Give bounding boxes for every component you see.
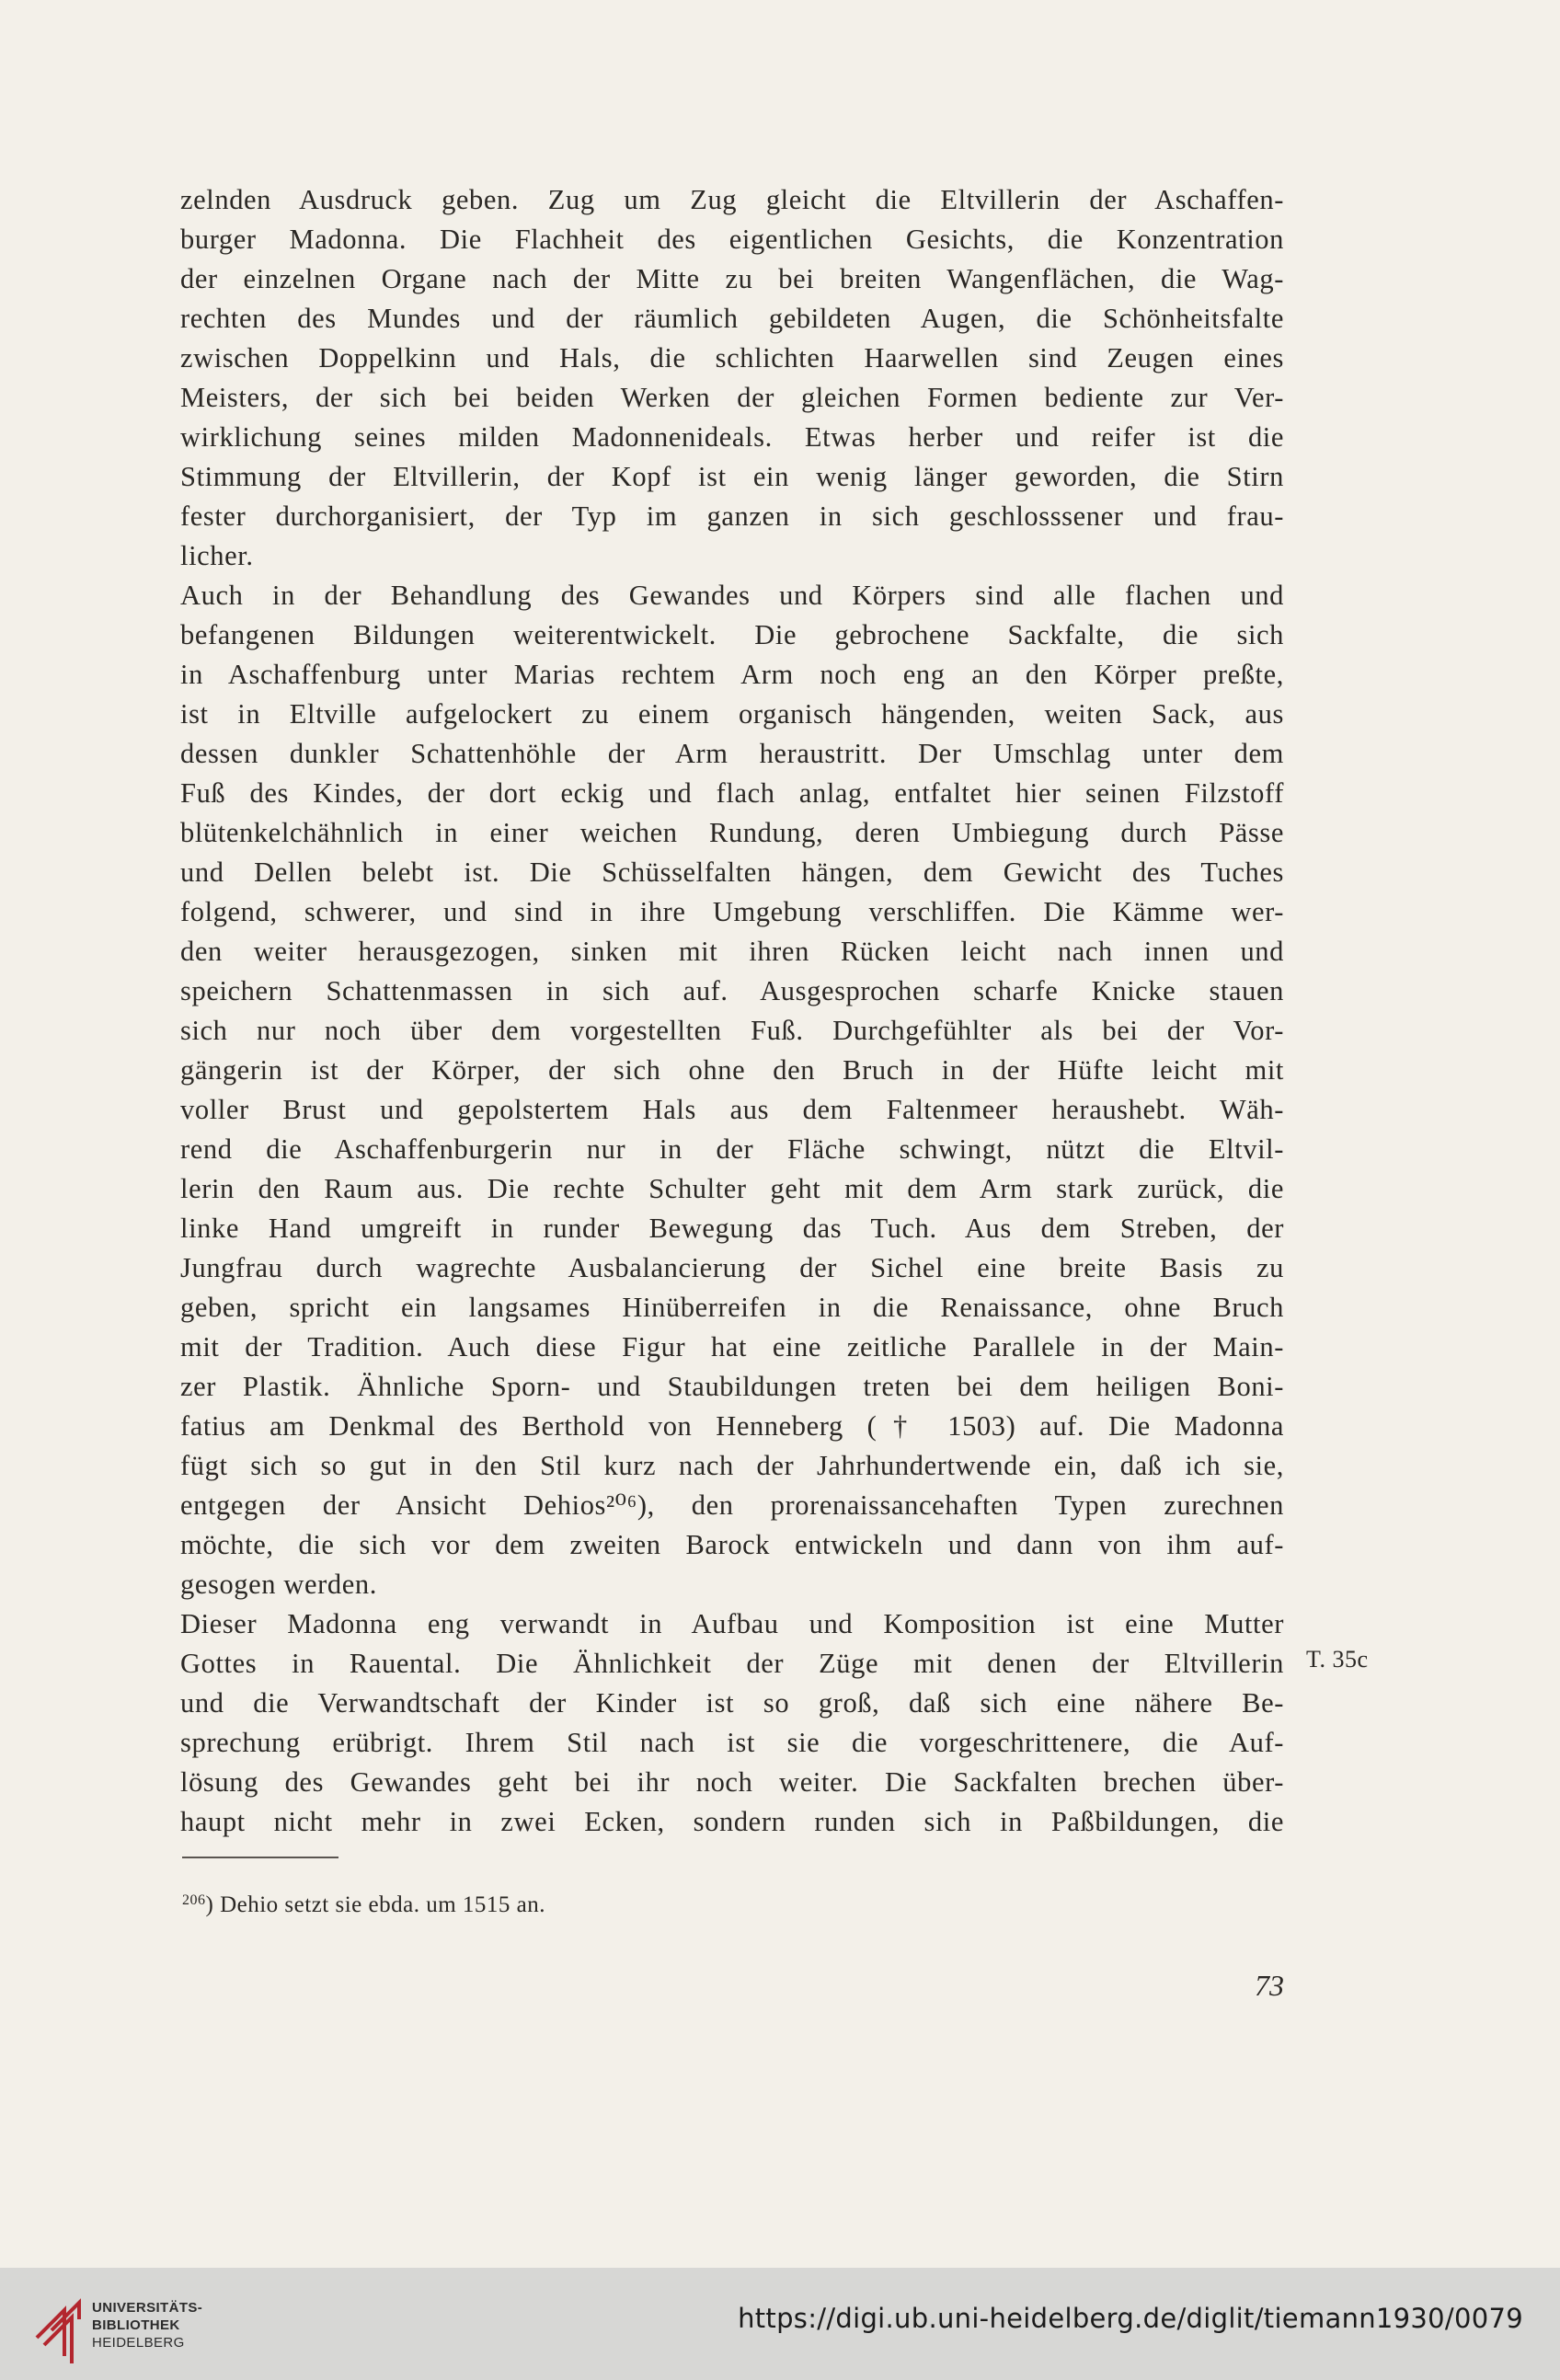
text-line: rend die Aschaffenburgerin nur in der Fläche schwingt, nützt die Eltvil-	[180, 1133, 1284, 1165]
text-line: Dieser Madonna eng verwandt in Aufbau und Komposition ist eine Mutter	[180, 1608, 1284, 1639]
footnote-text: ) Dehio setzt sie ebda. um 1515 an.	[205, 1892, 545, 1917]
text-line: lösung des Gewandes geht bei ihr noch weiter. Die Sackfalten brechen über-	[180, 1766, 1284, 1798]
text-line: mit der Tradition. Auch diese Figur hat eine zeitliche Parallele in der Main-	[180, 1331, 1284, 1362]
text-line: burger Madonna. Die Flachheit des eigentlichen Gesichts, die Konzentration	[180, 224, 1284, 255]
body-text	[180, 180, 1284, 1842]
source-url-link[interactable]: https://digi.ub.uni-heidelberg.de/diglit/tiemann1930/0079	[738, 2303, 1523, 2334]
text-line: wirklichung seines milden Madonnenideals. Etwas herber und reifer ist die	[180, 421, 1284, 453]
text-line: lerin den Raum aus. Die rechte Schulter geht mit dem Arm stark zurück, die	[180, 1173, 1284, 1204]
text-line: befangenen Bildungen weiterentwickelt. Die gebrochene Sackfalte, die sich	[180, 619, 1284, 650]
library-logo-icon	[28, 2282, 101, 2365]
text-line: und die Verwandtschaft der Kinder ist so groß, daß sich eine nähere Be-	[180, 1687, 1284, 1719]
text-line: den weiter herausgezogen, sinken mit ihren Rücken leicht nach innen und	[180, 936, 1284, 967]
margin-note: T. 35c	[1306, 1646, 1369, 1673]
text-line: Fuß des Kindes, der dort eckig und flach anlag, entfaltet hier seinen Filzstoff	[180, 777, 1284, 809]
text-line: voller Brust und gepolstertem Hals aus dem Faltenmeer heraushebt. Wäh-	[180, 1094, 1284, 1125]
text-line: gängerin ist der Körper, der sich ohne den Bruch in der Hüfte leicht mit	[180, 1054, 1284, 1086]
text-line: linke Hand umgreift in runder Bewegung das Tuch. Aus dem Streben, der	[180, 1213, 1284, 1244]
footer-bar	[0, 2268, 1560, 2380]
logo-line-1: UNIVERSITÄTS-	[92, 2300, 203, 2316]
footnote-marker: 206	[182, 1892, 206, 1908]
text-line: Auch in der Behandlung des Gewandes und Körpers sind alle flachen und	[180, 580, 1284, 611]
text-line: möchte, die sich vor dem zweiten Barock entwickeln und dann von ihm auf-	[180, 1529, 1284, 1560]
text-line: fügt sich so gut in den Stil kurz nach der Jahrhundertwende ein, daß ich sie,	[180, 1450, 1284, 1481]
text-line: Meisters, der sich bei beiden Werken der gleichen Formen bediente zur Ver-	[180, 382, 1284, 413]
text-line: geben, spricht ein langsames Hinüberreifen in die Renaissance, ohne Bruch	[180, 1292, 1284, 1323]
text-line: zer Plastik. Ähnliche Sporn- und Staubildungen treten bei dem heiligen Boni-	[180, 1371, 1284, 1402]
text-line: zelnden Ausdruck geben. Zug um Zug gleicht die Eltvillerin der Aschaffen-	[180, 184, 1284, 215]
text-line: zwischen Doppelkinn und Hals, die schlichten Haarwellen sind Zeugen eines	[180, 342, 1284, 374]
text-line: der einzelnen Organe nach der Mitte zu bei breiten Wangenflächen, die Wag-	[180, 263, 1284, 294]
footnote-rule	[182, 1857, 338, 1858]
text-line: Jungfrau durch wagrechte Ausbalancierung der Sichel eine breite Basis zu	[180, 1252, 1284, 1283]
text-line: entgegen der Ansicht Dehios²⁰⁶), den prorenaissancehaften Typen zurechnen	[180, 1489, 1284, 1521]
footnote	[182, 1882, 545, 1924]
text-line: Gottes in Rauental. Die Ähnlichkeit der Züge mit denen der Eltvillerin	[180, 1648, 1284, 1679]
text-line: sich nur noch über dem vorgestellten Fuß. Durchgefühlter als bei der Vor-	[180, 1015, 1284, 1046]
logo-line-3: HEIDELBERG	[92, 2335, 185, 2351]
text-line: ist in Eltville aufgelockert zu einem organisch hängenden, weiten Sack, aus	[180, 698, 1284, 730]
library-logo-text	[92, 2299, 202, 2351]
text-line: gesogen werden.	[180, 1569, 377, 1600]
text-line: sprechung erübrigt. Ihrem Stil nach ist sie die vorgeschrittenere, die Auf-	[180, 1727, 1284, 1758]
text-line: in Aschaffenburg unter Marias rechtem Arm noch eng an den Körper preßte,	[180, 659, 1284, 690]
text-line: fester durchorganisiert, der Typ im ganzen in sich geschlosssener und frau-	[180, 500, 1284, 532]
logo-line-2: BIBLIOTHEK	[92, 2317, 180, 2333]
text-line: dessen dunkler Schattenhöhle der Arm heraustritt. Der Umschlag unter dem	[180, 738, 1284, 769]
text-line: Stimmung der Eltvillerin, der Kopf ist ein wenig länger geworden, die Stirn	[180, 461, 1284, 492]
text-line: rechten des Mundes und der räumlich gebildeten Augen, die Schönheitsfalte	[180, 303, 1284, 334]
text-line: licher.	[180, 540, 254, 571]
text-line: und Dellen belebt ist. Die Schüsselfalten hängen, dem Gewicht des Tuches	[180, 857, 1284, 888]
text-line: folgend, schwerer, und sind in ihre Umgebung verschliffen. Die Kämme wer-	[180, 896, 1284, 927]
text-line: speichern Schattenmassen in sich auf. Ausgesprochen scharfe Knicke stauen	[180, 975, 1284, 1006]
text-line: haupt nicht mehr in zwei Ecken, sondern runden sich in Paßbildungen, die	[180, 1806, 1284, 1837]
text-line: fatius am Denkmal des Berthold von Henneberg († 1503) auf. Die Madonna	[180, 1410, 1284, 1442]
text-line: blütenkelchähnlich in einer weichen Rundung, deren Umbiegung durch Pässe	[180, 817, 1284, 848]
page-number: 73	[1255, 1969, 1284, 2002]
